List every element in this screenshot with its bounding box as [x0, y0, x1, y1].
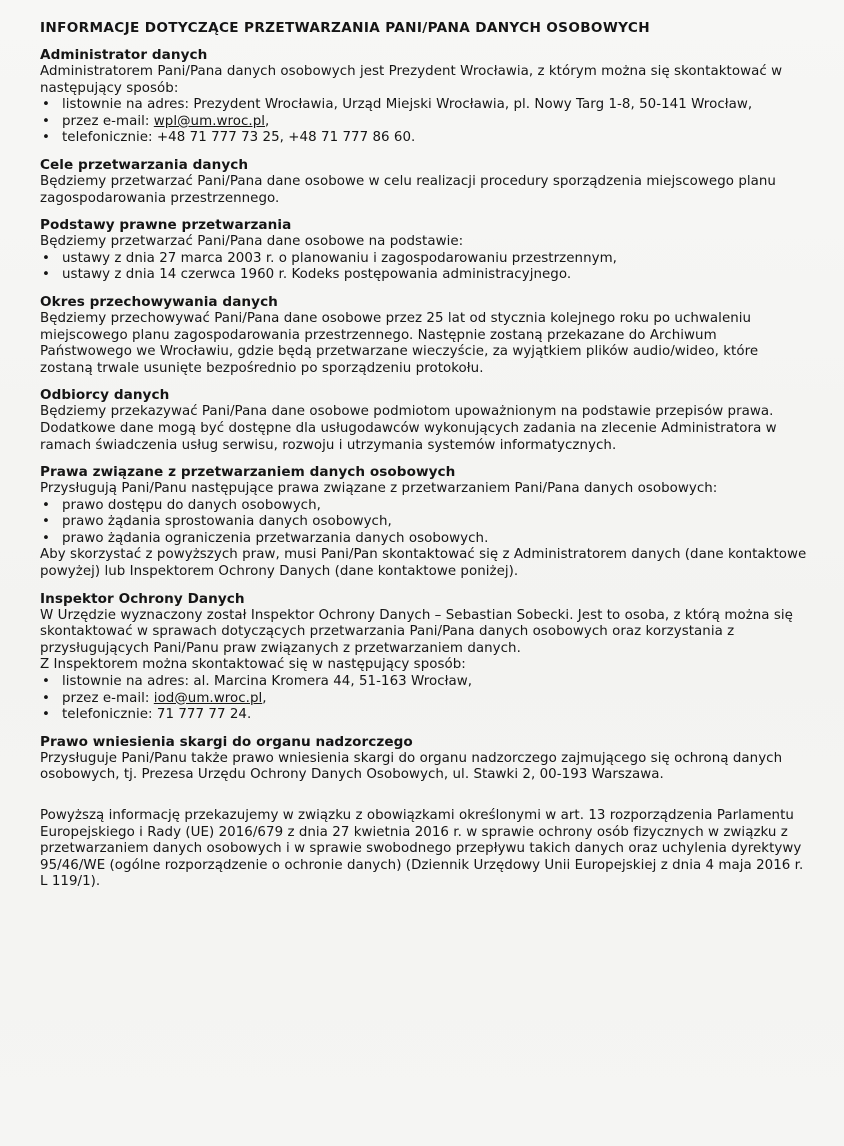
section-administrator: [40, 47, 810, 147]
rights-list: [40, 498, 810, 548]
list-item: • prawo żądania ograniczenia przetwarzania danych osobowych.: [40, 531, 810, 548]
document-content: [40, 20, 810, 891]
section-podstawy: [40, 217, 810, 284]
list-item: • listownie na adres: Prezydent Wrocławia, Urząd Miejski Wrocławia, pl. Nowy Targ 1-8, 50-141 Wrocław,: [40, 97, 810, 114]
section-heading: Okres przechowywania danych: [40, 293, 278, 310]
section-heading: Cele przetwarzania danych: [40, 156, 249, 173]
email-label: przez e-mail:: [62, 690, 154, 706]
section-text: W Urzędzie wyznaczony został Inspektor Ochrony Danych – Sebastian Sobecki. Jest to osoba, z którą można się skontaktować w sprawach dotyczących przetwarzania Pani/Pana danych osobowych oraz korzystania z przysługujących Pani/Panu praw związanych z przetwarzaniem danych.: [40, 607, 793, 656]
list-item: • ustawy z dnia 14 czerwca 1960 r. Kodeks postępowania administracyjnego.: [40, 267, 810, 284]
section-iod: [40, 591, 810, 724]
section-text: Administratorem Pani/Pana danych osobowych jest Prezydent Wrocławia, z którym można się skontaktować w następujący sposób:: [40, 64, 783, 96]
email-suffix: ,: [262, 690, 267, 706]
email-link[interactable]: wpl@um.wroc.pl: [153, 113, 266, 129]
section-text: Będziemy przekazywać Pani/Pana dane osobowe podmiotom upoważnionym na podstawie przepisów prawa. Dodatkowe dane mogą być dostępne dla usługodawców wykonujących zadania na zlecenie Administratora w ramach świadczenia usług serwisu, rozwoju i utrzymania systemów informatycznych.: [40, 404, 777, 453]
list-item: [40, 691, 810, 708]
contact-list: [40, 97, 810, 147]
section-text: Aby skorzystać z powyższych praw, musi Pani/Pan skontaktować się z Administratorem danych (dane kontaktowe powyżej) lub Inspektorem Ochrony Danych (dane kontaktowe poniżej).: [40, 547, 807, 580]
section-skarga: [40, 734, 810, 784]
list-item: • prawo dostępu do danych osobowych,: [40, 498, 810, 515]
section-cele: [40, 157, 810, 207]
section-odbiorcy: [40, 387, 810, 454]
section-text: Przysługują Pani/Panu następujące prawa związane z przetwarzaniem Pani/Pana danych osobowych:: [40, 481, 718, 497]
list-item: [40, 114, 810, 131]
section-okres: [40, 294, 810, 377]
contact-list: [40, 674, 810, 724]
legal-basis-list: [40, 251, 810, 284]
section-heading: Podstawy prawne przetwarzania: [40, 217, 292, 234]
list-item: • telefonicznie: 71 777 77 24.: [40, 707, 810, 724]
section-text: Będziemy przetwarzać Pani/Pana dane osobowe w celu realizacji procedury sporządzenia miejscowego planu zagospodarowania przestrzennego.: [40, 173, 776, 206]
email-link[interactable]: iod@um.wroc.pl: [153, 690, 263, 706]
list-item: • listownie na adres: al. Marcina Kromera 44, 51-163 Wrocław,: [40, 674, 810, 691]
section-heading: Prawo wniesienia skargi do organu nadzorczego: [40, 733, 413, 750]
section-prawa: [40, 464, 810, 581]
list-item: • prawo żądania sprostowania danych osobowych,: [40, 514, 810, 531]
section-text: Będziemy przetwarzać Pani/Pana dane osobowe na podstawie:: [40, 234, 464, 250]
list-item: • telefonicznie: +48 71 777 73 25, +48 71 777 86 60.: [40, 130, 810, 147]
section-heading: Odbiorcy danych: [40, 387, 170, 404]
section-heading: Administrator danych: [40, 47, 208, 63]
section-heading: Prawa związane z przetwarzaniem danych osobowych: [40, 464, 456, 481]
section-heading: Inspektor Ochrony Danych: [40, 590, 245, 607]
closing-paragraph: [40, 808, 810, 891]
email-label: przez e-mail:: [62, 113, 154, 129]
section-text: Będziemy przechowywać Pani/Pana dane osobowe przez 25 lat od stycznia kolejnego roku po uchwaleniu miejscowego planu zagospodarowania przestrzennego. Następnie zostaną przekazane do Archiwum Państwowego we Wrocławiu, gdzie będą przetwarzane wieczyście, za wyjątkiem plików audio/wideo, które zostaną trwale usunięte bezpośrednio po sporządzeniu protokołu.: [40, 310, 759, 376]
section-text: Z Inspektorem można skontaktować się w następujący sposób:: [40, 657, 466, 673]
email-suffix: ,: [265, 113, 270, 129]
closing-text: Powyższą informację przekazujemy w związku z obowiązkami określonymi w art. 13 rozporządzenia Parlamentu Europejskiego i Rady (UE) 2016/679 z dnia 27 kwietnia 2016 r. w sprawie ochrony osób fizycznych w związku z przetwarzaniem danych osobowych i w sprawie swobodnego przepływu takich danych oraz uchylenia dyrektywy 95/46/WE (ogólne rozporządzenie o ochronie danych) (Dziennik Urzędowy Unii Europejskiej z dnia 4 maja 2016 r. L 119/1).: [40, 808, 804, 890]
list-item: • ustawy z dnia 27 marca 2003 r. o planowaniu i zagospodarowaniu przestrzennym,: [40, 251, 810, 268]
document-title: INFORMACJE DOTYCZĄCE PRZETWARZANIA PANI/PANA DANYCH OSOBOWYCH: [40, 20, 650, 36]
section-text: Przysługuje Pani/Panu także prawo wniesienia skargi do organu nadzorczego zajmującego się ochroną danych osobowych, tj. Prezesa Urzędu Ochrony Danych Osobowych, ul. Stawki 2, 00-193 Warszawa.: [40, 750, 783, 783]
